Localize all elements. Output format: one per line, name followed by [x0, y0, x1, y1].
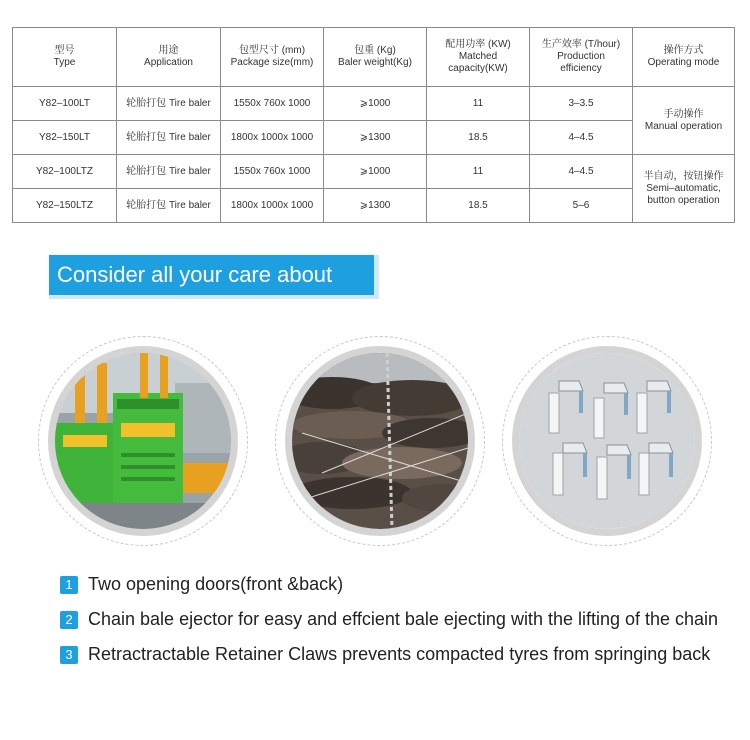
table-row — [13, 87, 735, 121]
retainer-claws-photo-icon — [512, 346, 702, 536]
cell-application: 轮胎打包 Tire baler — [117, 121, 221, 155]
cell-efficiency: 3–3.5 — [530, 87, 633, 121]
list-item — [60, 607, 720, 631]
feature-text: Two opening doors(front &back) — [88, 574, 344, 594]
cell-mode-semi-auto: 半自动，按钮操作 Semi–automatic, button operation — [633, 155, 735, 223]
cell-size: 1550x 760x 1000 — [221, 87, 324, 121]
cell-application: 轮胎打包 Tire baler — [117, 155, 221, 189]
banner-title: Consider all your care about — [49, 255, 374, 295]
cell-efficiency: 4–4.5 — [530, 155, 633, 189]
cell-type: Y82–100LT — [13, 87, 117, 121]
header-operating-mode: 操作方式 Operating mode — [633, 28, 735, 87]
header-matched-capacity: 配用功率 (KW) Matched capacity(KW) — [427, 28, 530, 87]
tire-bale-chain-photo-icon — [285, 346, 475, 536]
cell-power: 11 — [427, 87, 530, 121]
cell-mode-manual: 手动操作 Manual operation — [633, 87, 735, 155]
table-row — [13, 189, 735, 223]
feature-number-badge: 1 — [60, 576, 78, 594]
cell-size: 1550x 760x 1000 — [221, 155, 324, 189]
cell-efficiency: 4–4.5 — [530, 121, 633, 155]
feature-number-badge: 2 — [60, 611, 78, 629]
table-row — [13, 155, 735, 189]
cell-type: Y82–150LT — [13, 121, 117, 155]
header-package-size: 包型尺寸 (mm) Package size(mm) — [221, 28, 324, 87]
header-type: 型号 Type — [13, 28, 117, 87]
cell-weight: ⩾1000 — [324, 87, 427, 121]
cell-type: Y82–150LTZ — [13, 189, 117, 223]
feature-text: Chain bale ejector for easy and effcient bale ejecting with the lifting of the chain — [88, 609, 719, 629]
baler-machine-photo-icon — [48, 346, 238, 536]
cell-size: 1800x 1000x 1000 — [221, 189, 324, 223]
feature-text: Retractractable Retainer Claws prevents compacted tyres from springing back — [88, 644, 711, 664]
cell-application: 轮胎打包 Tire baler — [117, 87, 221, 121]
cell-application: 轮胎打包 Tire baler — [117, 189, 221, 223]
cell-power: 11 — [427, 155, 530, 189]
cell-type: Y82–100LTZ — [13, 155, 117, 189]
list-item — [60, 642, 720, 666]
cell-weight: ⩾1300 — [324, 121, 427, 155]
header-baler-weight: 包重 (Kg) Baler weight(Kg) — [324, 28, 427, 87]
spec-table — [12, 27, 735, 223]
header-application: 用途 Application — [117, 28, 221, 87]
list-item — [60, 572, 720, 596]
cell-weight: ⩾1300 — [324, 189, 427, 223]
feature-list — [60, 572, 720, 677]
cell-weight: ⩾1000 — [324, 155, 427, 189]
cell-efficiency: 5–6 — [530, 189, 633, 223]
cell-power: 18.5 — [427, 189, 530, 223]
table-header-row — [13, 28, 735, 87]
cell-size: 1800x 1000x 1000 — [221, 121, 324, 155]
cell-power: 18.5 — [427, 121, 530, 155]
feature-number-badge: 3 — [60, 646, 78, 664]
header-production-efficiency: 生产效率 (T/hour) Production efficiency — [530, 28, 633, 87]
table-row — [13, 121, 735, 155]
